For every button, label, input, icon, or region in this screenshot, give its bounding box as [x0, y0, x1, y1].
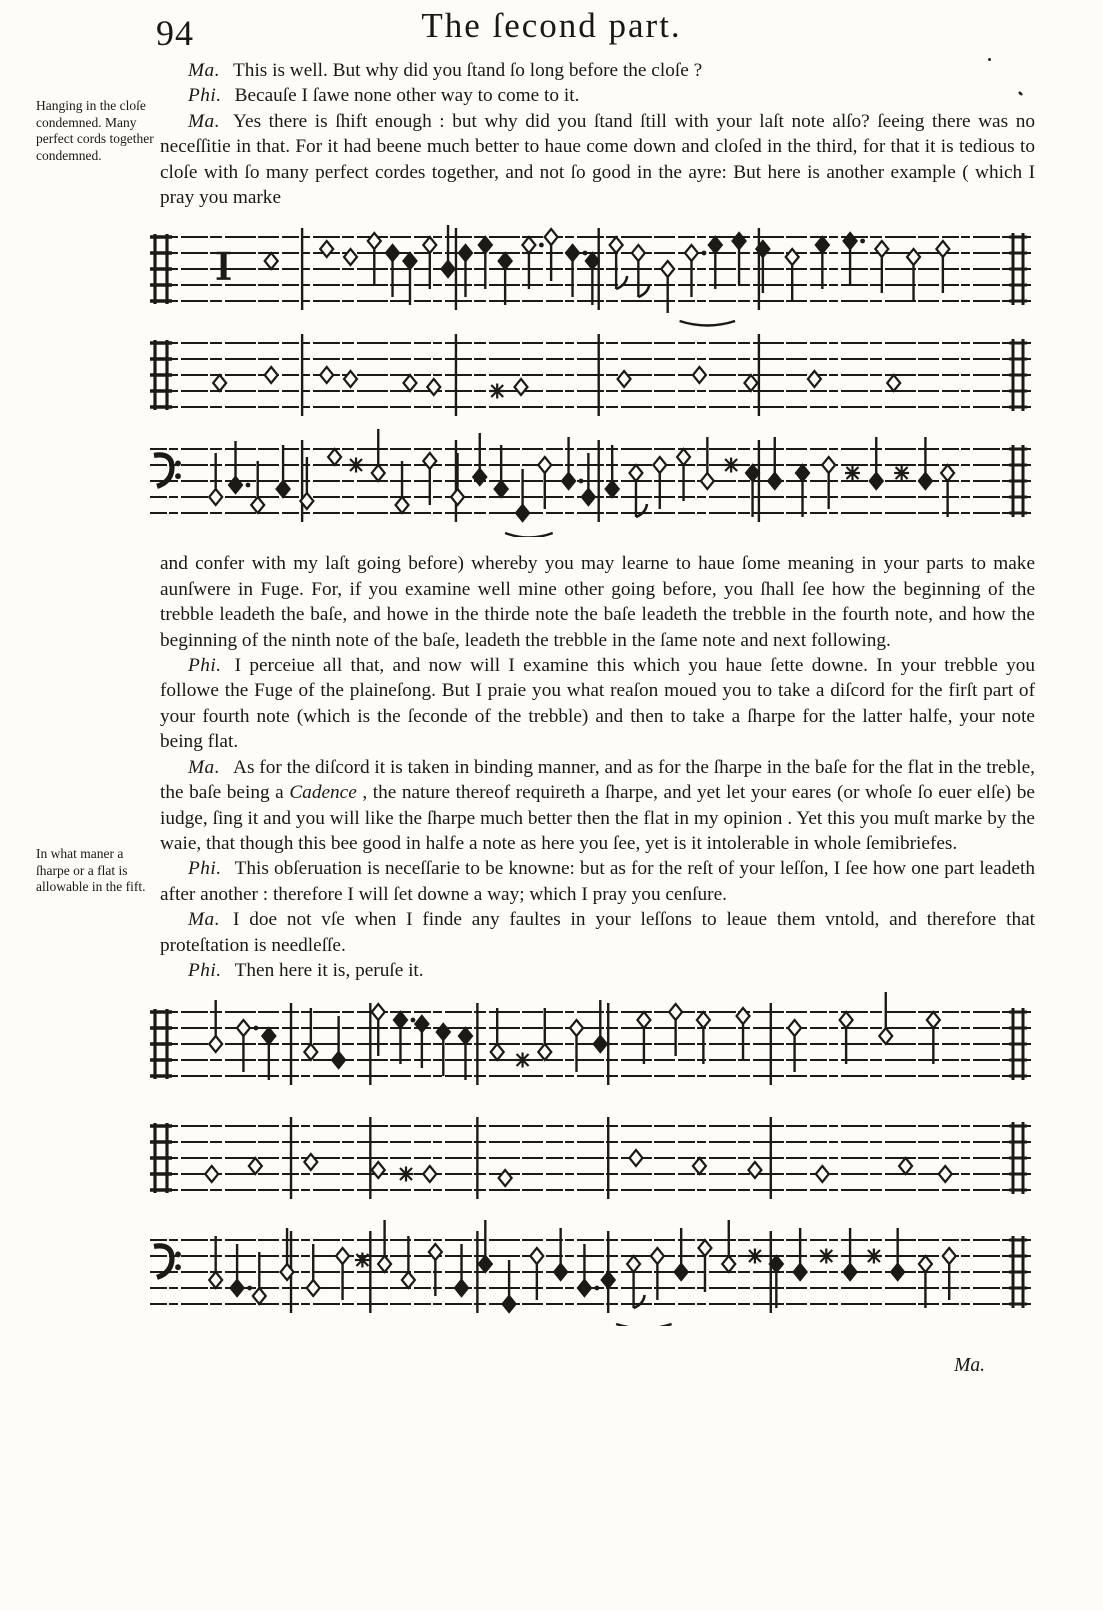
dialogue-text: , the nature thereof requireth a ſharpe, and yet let your eares (or whoſe ſo euer elſe) be iudge, ſing it and you will like the ſharpe much better then the flat in my opinion . Yet this you muſt marke by the waie, that though this bee good in halfe a note as here you ſee, yet is it intolerable in whole ſemibriefes. [160, 782, 1035, 854]
dialogue-paragraph [160, 551, 1035, 653]
note [231, 1244, 252, 1296]
note [627, 1256, 645, 1308]
dialogue-text: Yes there is ſhift enough : but why did you ſtand ſtill with your laſt note alſo? ſeeing there was no neceſſitie in that. For it had beene much better to haue come down and cloſed in the third, for that it is tedious to cloſe with ſo many perfect cordes together, and not ſo good in the ayre: But here is another example ( which I pray you marke [160, 110, 1035, 209]
sharp-sign [819, 1249, 834, 1264]
note [786, 249, 799, 301]
note [610, 237, 628, 289]
dialogue-text: I doe not vſe when I finde any faultes in your leſſons to leaue them vntold, and therefore that proteſtation is needleſſe. [160, 909, 1035, 956]
note [733, 233, 746, 285]
speaker-label: Phi. [188, 655, 222, 677]
speaker-label: Ma. [188, 909, 221, 931]
note [788, 1020, 801, 1072]
note [675, 1228, 688, 1280]
note [265, 367, 278, 383]
note [251, 461, 264, 513]
emphasized-word: Cadence [289, 782, 357, 804]
note [455, 1244, 468, 1296]
note [213, 375, 226, 391]
note [582, 453, 595, 505]
note [209, 453, 222, 505]
note [594, 1000, 607, 1052]
note [697, 1012, 710, 1064]
note [495, 445, 508, 497]
note [844, 233, 865, 285]
dialogue-paragraph [160, 755, 1035, 857]
note [403, 253, 416, 305]
note [386, 245, 399, 297]
note [562, 437, 583, 489]
dialogue-paragraph [160, 109, 1035, 211]
note [879, 992, 892, 1044]
music-example-1-notation [138, 219, 1035, 537]
note [459, 245, 472, 297]
sharp-sign [845, 466, 860, 481]
note [816, 237, 829, 289]
note [794, 1228, 807, 1280]
dialogue-paragraph [160, 907, 1035, 958]
tie-mark [505, 533, 553, 537]
note [899, 1158, 912, 1174]
dialogue-text: Then here it is, peruſe it. [234, 959, 424, 981]
c-clef-icon [150, 234, 172, 304]
note [768, 437, 781, 489]
speaker-label: Ma. [188, 756, 221, 778]
sharp-sign [349, 458, 364, 473]
note [332, 1016, 345, 1068]
dialogue-text: I perceiue all that, and now will I examine this which you haue ſette downe. In your trebble you followe the Fuge of the plaineſong. But I praie you what reaſon moued you to take a diſcord for the firſt part of your fourth note (which is the ſeconde of the trebble) and then to take a ſharpe for the latter halfe, your note being flat. [160, 655, 1035, 753]
sharp-sign [490, 384, 505, 399]
note [344, 371, 357, 387]
note [262, 1028, 275, 1080]
note [722, 1220, 735, 1272]
note [209, 1236, 222, 1288]
sharp-sign [724, 458, 739, 473]
dialogue-paragraph [160, 653, 1035, 755]
speaker-label: Phi. [188, 959, 222, 981]
note [919, 1256, 932, 1308]
note [941, 465, 954, 517]
dialogue-paragraph [160, 958, 1035, 983]
margin-note-close-condemned: Hanging in the cloſe condemned. Many perfect cords together condemned. [36, 98, 154, 163]
c-clef-icon [150, 1123, 172, 1193]
note [554, 1228, 567, 1280]
page-number: 94 [156, 13, 194, 53]
note [822, 457, 835, 509]
note [844, 1228, 857, 1280]
note [237, 1020, 258, 1072]
note [253, 1252, 266, 1304]
note [522, 237, 543, 289]
note [709, 237, 722, 289]
sharp-sign [747, 1249, 762, 1264]
note [503, 1260, 516, 1312]
speaker-label: Phi. [188, 85, 222, 107]
dialogue-paragraph [160, 58, 1035, 83]
note [602, 1236, 615, 1288]
note [578, 1244, 599, 1296]
rest-mark [217, 253, 231, 279]
note [479, 1220, 492, 1272]
note [538, 457, 551, 509]
note [499, 253, 512, 305]
note [320, 241, 333, 257]
sharp-sign [515, 1053, 530, 1068]
staff [150, 225, 1031, 326]
dialogue-paragraph [160, 83, 1035, 108]
dialogue-text: and confer with my laſt going before) whereby you may learne to haue ſome meaning in your parts to make aunſwere in Fuge. For, if you examine well mine other going before, you ſhall ſee how the beginning of the trebble leadeth the baſe, and howe in the thirde note the baſe leadeth the trebble in the fourth note, and how the beginning of the ninth note of the baſe, leadeth the trebble in the ſame note and next following. [160, 553, 1035, 651]
note [205, 1166, 218, 1182]
note [307, 1244, 320, 1296]
note [907, 249, 920, 301]
music-example-1 [138, 219, 1035, 542]
music-example-2 [138, 992, 1035, 1331]
note [701, 437, 714, 489]
note [538, 1008, 551, 1060]
dialogue-paragraph [160, 856, 1035, 907]
dialogue-text: As for the diſcord it is taken in binding manner, and as for the ſharpe in the baſe for the flat in the treble, the baſe being a [160, 756, 1035, 804]
music-example-2-notation [138, 992, 1035, 1326]
dialogue-text: Becauſe I ſawe none other way to come to it. [234, 85, 580, 107]
dialogue-text: This is well. But why did you ſtand ſo long before the cloſe ? [233, 60, 703, 81]
note [570, 1020, 583, 1072]
note [566, 245, 587, 297]
note [328, 449, 341, 465]
note [499, 1170, 512, 1186]
note [479, 237, 492, 289]
note [277, 445, 290, 497]
note [516, 469, 529, 521]
note [423, 237, 436, 289]
note [693, 367, 706, 383]
note [796, 465, 809, 517]
note [746, 465, 759, 517]
ink-speck [988, 58, 991, 61]
note [887, 375, 900, 391]
note [530, 1248, 543, 1300]
note [402, 1236, 415, 1288]
note [661, 261, 674, 313]
note [372, 429, 385, 481]
staff [150, 334, 1031, 416]
note [403, 375, 416, 391]
note [840, 1012, 853, 1064]
note [442, 225, 455, 277]
note [943, 1248, 956, 1300]
note [870, 437, 883, 489]
note [437, 1024, 450, 1076]
note [685, 245, 706, 297]
staff [150, 1220, 1031, 1326]
staff [150, 429, 1031, 537]
note [891, 1228, 904, 1280]
note [927, 1012, 940, 1064]
sharp-sign [399, 1167, 414, 1182]
note [737, 1008, 750, 1060]
note [744, 375, 757, 391]
note [677, 449, 690, 501]
catchword: Ma. [954, 1355, 985, 1377]
note [304, 1008, 317, 1060]
sharp-sign [894, 466, 909, 481]
sharp-sign [866, 1249, 881, 1264]
note [394, 1012, 415, 1064]
note [320, 367, 333, 383]
text-column [160, 58, 1035, 1377]
note [378, 1220, 391, 1272]
note [545, 229, 558, 281]
note [669, 1004, 682, 1056]
speaker-label: Ma. [188, 110, 221, 132]
note [304, 1154, 317, 1170]
note [693, 1158, 706, 1174]
note [491, 1008, 504, 1060]
note [265, 253, 278, 269]
note [514, 379, 527, 395]
staff [150, 1117, 1031, 1199]
tie-mark [616, 1324, 672, 1326]
dialogue-text: This obſeruation is neceſſarie to be knowne: but as for the reſt of your leſſon, I ſee how one part leadeth after another : therefore I will ſet downe a way; which I pray you cenſure. [160, 858, 1035, 905]
note [336, 1248, 349, 1300]
note [423, 1166, 436, 1182]
note [459, 1028, 472, 1080]
speaker-label: Phi. [188, 858, 222, 880]
note [651, 1248, 664, 1300]
note [637, 1012, 650, 1064]
note [629, 1150, 642, 1166]
note [748, 1162, 761, 1178]
note [618, 371, 631, 387]
note [606, 445, 619, 497]
note [249, 1158, 262, 1174]
note [698, 1240, 711, 1292]
note [808, 371, 821, 387]
note [816, 1166, 829, 1182]
c-clef-icon [150, 340, 172, 410]
note [372, 1162, 385, 1178]
note [372, 1004, 385, 1056]
sharp-sign [355, 1253, 370, 1268]
note [344, 249, 357, 265]
tie-mark [680, 321, 736, 326]
note [396, 461, 409, 513]
staff [150, 992, 1031, 1085]
speaker-label: Ma. [188, 60, 221, 81]
note [451, 453, 464, 505]
margin-note-sharpe-flat: In what maner a ſharpe or a flat is allowable in the fift. [36, 846, 146, 894]
note [586, 253, 599, 305]
note [209, 1000, 222, 1052]
note [919, 437, 932, 489]
note [653, 457, 666, 509]
note [629, 465, 647, 517]
note [368, 233, 381, 285]
note [473, 433, 486, 485]
note [427, 379, 440, 395]
note [939, 1166, 952, 1182]
c-clef-icon [150, 1009, 172, 1079]
running-title: The ſecond part. [421, 6, 682, 45]
